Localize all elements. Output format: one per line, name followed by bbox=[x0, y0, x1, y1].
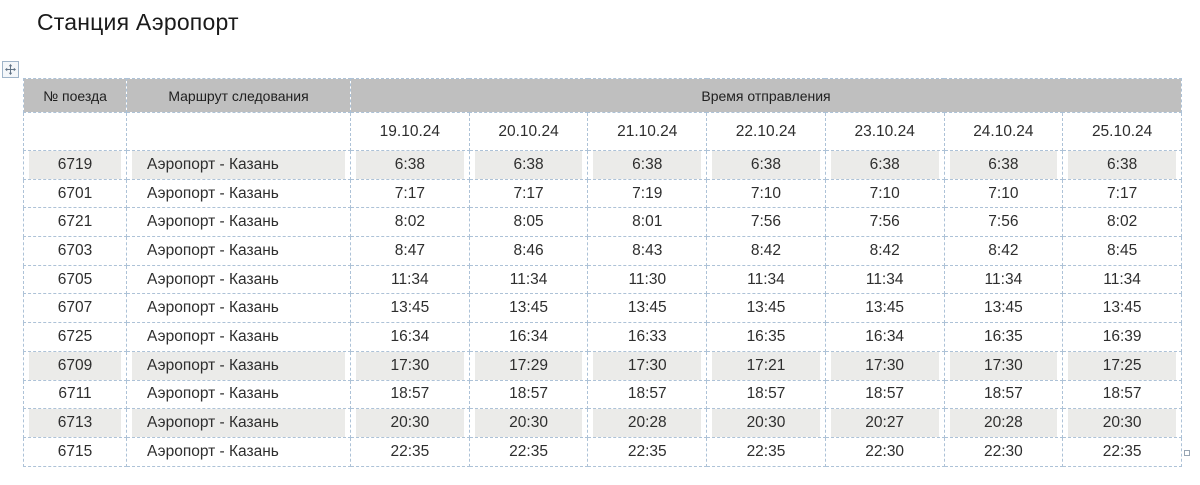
departure-time-cell[interactable] bbox=[351, 179, 470, 208]
departure-time-cell-label: 13:45 bbox=[1102, 299, 1142, 317]
departure-time-cell[interactable] bbox=[1063, 294, 1182, 323]
date-label: 20.10.24 bbox=[498, 122, 559, 140]
date-label: 22.10.24 bbox=[735, 122, 797, 140]
departure-time-cell[interactable] bbox=[588, 179, 707, 208]
train-number-cell-label: 6715 bbox=[57, 442, 93, 460]
date-header-cell[interactable] bbox=[469, 113, 588, 151]
dates-row bbox=[24, 113, 1182, 151]
date-header-cell[interactable] bbox=[1063, 113, 1182, 151]
departure-time-cell[interactable] bbox=[825, 409, 944, 438]
table-row bbox=[24, 151, 1182, 180]
departure-time-cell-label: 17:30 bbox=[356, 352, 464, 380]
departure-time-cell[interactable] bbox=[944, 151, 1063, 180]
departure-time-cell-label: 22:35 bbox=[509, 442, 548, 460]
departure-time-cell[interactable] bbox=[588, 351, 707, 380]
departure-time-cell-label: 18:57 bbox=[865, 385, 905, 403]
departure-time-cell[interactable] bbox=[469, 151, 588, 180]
departure-time-cell-label: 17:30 bbox=[831, 352, 939, 380]
departure-time-cell[interactable] bbox=[944, 294, 1063, 323]
route-cell-label: Аэропорт - Казань bbox=[132, 409, 345, 437]
departure-time-cell-label: 20:30 bbox=[356, 409, 464, 437]
date-header-cell[interactable] bbox=[351, 113, 470, 151]
table-row bbox=[24, 351, 1182, 380]
departure-time-cell-label: 20:30 bbox=[712, 409, 820, 437]
departure-time-cell-label: 17:25 bbox=[1068, 352, 1176, 380]
departure-time-cell[interactable] bbox=[351, 294, 470, 323]
departure-time-cell[interactable] bbox=[825, 380, 944, 409]
date-header-cell[interactable] bbox=[825, 113, 944, 151]
date-header-cell[interactable] bbox=[707, 113, 826, 151]
departure-time-cell-label: 8:43 bbox=[632, 241, 663, 259]
departure-time-cell-label: 17:30 bbox=[950, 352, 1058, 380]
departure-time-cell-label: 6:38 bbox=[356, 151, 464, 179]
departure-time-cell[interactable] bbox=[944, 237, 1063, 266]
route-cell[interactable] bbox=[127, 208, 351, 237]
route-cell-label: Аэропорт - Казань bbox=[147, 270, 279, 288]
departure-time-cell-label: 22:35 bbox=[746, 442, 786, 460]
departure-time-cell-label: 17:30 bbox=[593, 352, 701, 380]
departure-time-cell[interactable] bbox=[469, 208, 588, 237]
departure-time-cell-label: 6:38 bbox=[1068, 151, 1176, 179]
departure-time-cell[interactable] bbox=[351, 237, 470, 266]
route-cell-label: Аэропорт - Казань bbox=[147, 299, 279, 317]
departure-time-cell-label: 8:42 bbox=[869, 241, 900, 259]
route-cell-label: Аэропорт - Казань bbox=[147, 385, 279, 403]
departure-time-cell[interactable] bbox=[944, 351, 1063, 380]
date-header-cell[interactable] bbox=[588, 113, 707, 151]
departure-time-cell-label: 7:19 bbox=[632, 184, 663, 202]
table-row bbox=[24, 179, 1182, 208]
route-cell[interactable] bbox=[127, 323, 351, 352]
departure-time-cell-label: 18:57 bbox=[509, 385, 548, 403]
header-departure-time-cell[interactable]: Время отправления bbox=[351, 79, 1182, 113]
departure-time-cell[interactable] bbox=[944, 409, 1063, 438]
departure-time-cell-label: 8:02 bbox=[394, 213, 425, 231]
table-row bbox=[24, 208, 1182, 237]
departure-time-cell[interactable] bbox=[351, 265, 470, 294]
departure-time-cell-label: 8:45 bbox=[1107, 241, 1138, 259]
departure-time-cell-label: 20:27 bbox=[831, 409, 939, 437]
departure-time-cell[interactable] bbox=[469, 294, 588, 323]
date-label: 23.10.24 bbox=[854, 122, 915, 140]
departure-time-cell-label: 7:10 bbox=[750, 184, 782, 202]
departure-time-cell-label: 11:34 bbox=[984, 270, 1023, 288]
train-number-cell-label: 6719 bbox=[29, 151, 121, 179]
departure-time-cell[interactable] bbox=[707, 380, 826, 409]
train-number-cell-label: 6705 bbox=[57, 270, 93, 288]
departure-time-cell-label: 7:17 bbox=[1107, 184, 1138, 202]
departure-time-cell[interactable] bbox=[469, 237, 588, 266]
departure-time-cell[interactable] bbox=[825, 294, 944, 323]
train-number-cell[interactable] bbox=[24, 265, 127, 294]
departure-time-cell[interactable] bbox=[1063, 380, 1182, 409]
departure-time-cell[interactable] bbox=[588, 323, 707, 352]
departure-time-cell-label: 13:45 bbox=[865, 299, 905, 317]
departure-time-cell[interactable] bbox=[588, 294, 707, 323]
train-number-cell-label: 6707 bbox=[57, 299, 93, 317]
departure-time-cell-label: 8:02 bbox=[1107, 213, 1138, 231]
table-move-handle-icon[interactable] bbox=[2, 61, 19, 78]
route-cell-label: Аэропорт - Казань bbox=[132, 151, 345, 179]
route-cell-label: Аэропорт - Казань bbox=[147, 184, 279, 202]
departure-time-cell-label: 11:34 bbox=[747, 270, 785, 288]
departure-time-cell[interactable] bbox=[469, 265, 588, 294]
departure-time-cell[interactable] bbox=[351, 380, 470, 409]
departure-time-cell-label: 16:34 bbox=[509, 327, 548, 345]
route-cell[interactable] bbox=[127, 151, 351, 180]
departure-time-cell[interactable] bbox=[1063, 237, 1182, 266]
departure-time-cell-label: 18:57 bbox=[1102, 385, 1142, 403]
departure-time-cell-label: 11:34 bbox=[391, 270, 429, 288]
departure-time-cell[interactable] bbox=[707, 237, 826, 266]
departure-time-cell-label: 7:17 bbox=[513, 184, 544, 202]
departure-time-cell[interactable] bbox=[1063, 437, 1182, 466]
departure-time-cell[interactable] bbox=[707, 151, 826, 180]
train-number-cell[interactable] bbox=[24, 237, 127, 266]
table-row bbox=[24, 323, 1182, 352]
departure-time-cell[interactable] bbox=[707, 208, 826, 237]
route-cell[interactable] bbox=[127, 294, 351, 323]
train-number-cell-label: 6711 bbox=[58, 385, 92, 403]
departure-time-cell-label: 8:42 bbox=[988, 241, 1019, 259]
departure-time-cell-label: 18:57 bbox=[746, 385, 786, 403]
departure-time-cell[interactable] bbox=[351, 323, 470, 352]
departure-time-cell-label: 13:45 bbox=[509, 299, 548, 317]
header-route-cell[interactable]: Маршрут следования bbox=[127, 79, 351, 113]
departure-time-cell-label: 6:38 bbox=[950, 151, 1058, 179]
departure-time-cell[interactable] bbox=[944, 323, 1063, 352]
route-cell[interactable] bbox=[127, 237, 351, 266]
departure-time-cell[interactable] bbox=[588, 208, 707, 237]
departure-time-cell-label: 7:10 bbox=[869, 184, 900, 202]
table-resize-handle[interactable] bbox=[1184, 450, 1190, 456]
departure-time-cell-label: 16:39 bbox=[1102, 327, 1142, 345]
departure-time-cell[interactable] bbox=[469, 380, 588, 409]
departure-time-cell[interactable] bbox=[588, 437, 707, 466]
departure-time-cell[interactable] bbox=[825, 437, 944, 466]
train-number-cell[interactable] bbox=[24, 323, 127, 352]
departure-time-cell-label: 18:57 bbox=[983, 385, 1023, 403]
departure-time-cell-label: 20:30 bbox=[475, 409, 583, 437]
departure-time-cell-label: 16:33 bbox=[627, 327, 667, 345]
departure-time-cell-label: 7:10 bbox=[988, 184, 1019, 202]
departure-time-cell-label: 6:38 bbox=[712, 151, 820, 179]
departure-time-cell-label: 13:45 bbox=[983, 299, 1023, 317]
departure-time-cell-label: 8:47 bbox=[394, 241, 425, 259]
four-way-arrow-icon bbox=[5, 64, 16, 75]
train-number-cell[interactable] bbox=[24, 437, 127, 466]
departure-time-cell[interactable] bbox=[1063, 265, 1182, 294]
departure-time-cell[interactable] bbox=[351, 151, 470, 180]
train-number-cell-label: 6709 bbox=[29, 352, 121, 380]
departure-time-cell-label: 22:35 bbox=[627, 442, 667, 460]
departure-time-cell-label: 16:34 bbox=[390, 327, 430, 345]
route-cell-label: Аэропорт - Казань bbox=[147, 213, 279, 231]
train-number-cell-label: 6713 bbox=[29, 409, 121, 437]
departure-time-cell-label: 20:30 bbox=[1068, 409, 1176, 437]
route-cell-label: Аэропорт - Казань bbox=[147, 442, 279, 460]
departure-time-cell-label: 11:34 bbox=[865, 270, 904, 288]
table-header-row bbox=[24, 79, 1182, 113]
date-label: 24.10.24 bbox=[973, 122, 1034, 140]
date-header-cell[interactable] bbox=[944, 113, 1063, 151]
departure-time-cell-label: 6:38 bbox=[831, 151, 939, 179]
departure-time-cell[interactable] bbox=[1063, 151, 1182, 180]
departure-time-cell[interactable] bbox=[351, 208, 470, 237]
departure-time-cell-label: 6:38 bbox=[593, 151, 701, 179]
table-row bbox=[24, 237, 1182, 266]
empty-cell[interactable] bbox=[24, 113, 127, 151]
departure-time-cell[interactable] bbox=[707, 351, 826, 380]
departure-time-cell-label: 11:34 bbox=[1103, 270, 1141, 288]
departure-time-cell[interactable] bbox=[944, 437, 1063, 466]
date-label: 21.10.24 bbox=[617, 122, 678, 140]
departure-time-cell-label: 16:34 bbox=[865, 327, 905, 345]
departure-time-cell-label: 22:30 bbox=[865, 442, 905, 460]
departure-time-cell-label: 6:38 bbox=[475, 151, 583, 179]
date-label: 25.10.24 bbox=[1091, 122, 1153, 140]
departure-time-cell-label: 7:56 bbox=[988, 213, 1019, 231]
train-number-cell-label: 6721 bbox=[57, 213, 93, 231]
departure-time-cell[interactable] bbox=[469, 179, 588, 208]
departure-time-cell[interactable] bbox=[469, 323, 588, 352]
departure-time-cell-label: 8:05 bbox=[513, 213, 544, 231]
empty-cell[interactable] bbox=[127, 113, 351, 151]
departure-time-cell-label: 18:57 bbox=[627, 385, 667, 403]
departure-time-cell-label: 22:30 bbox=[983, 442, 1023, 460]
departure-time-cell[interactable] bbox=[825, 208, 944, 237]
table-row bbox=[24, 437, 1182, 466]
departure-time-cell[interactable] bbox=[1063, 323, 1182, 352]
departure-time-cell-label: 11:34 bbox=[509, 270, 548, 288]
departure-time-cell[interactable] bbox=[351, 437, 470, 466]
departure-time-cell[interactable] bbox=[825, 323, 944, 352]
departure-time-cell[interactable] bbox=[469, 351, 588, 380]
route-cell[interactable] bbox=[127, 179, 351, 208]
departure-time-cell-label: 22:35 bbox=[1102, 442, 1142, 460]
route-cell-label: Аэропорт - Казань bbox=[132, 352, 345, 380]
train-number-cell-label: 6703 bbox=[57, 241, 93, 259]
departure-time-cell[interactable] bbox=[588, 265, 707, 294]
route-cell-label: Аэропорт - Казань bbox=[147, 241, 279, 259]
route-cell[interactable] bbox=[127, 380, 351, 409]
departure-time-cell-label: 13:45 bbox=[627, 299, 667, 317]
departure-time-cell[interactable] bbox=[707, 179, 826, 208]
departure-time-cell[interactable] bbox=[351, 351, 470, 380]
train-number-cell[interactable] bbox=[24, 409, 127, 438]
departure-time-cell[interactable] bbox=[707, 323, 826, 352]
departure-time-cell[interactable] bbox=[588, 237, 707, 266]
departure-time-cell[interactable] bbox=[944, 265, 1063, 294]
departure-time-cell[interactable] bbox=[469, 409, 588, 438]
departure-time-cell-label: 22:35 bbox=[390, 442, 430, 460]
train-number-cell-label: 6725 bbox=[57, 327, 93, 345]
departure-time-cell[interactable] bbox=[707, 265, 826, 294]
departure-time-cell-label: 17:21 bbox=[712, 352, 820, 380]
departure-time-cell[interactable] bbox=[1063, 409, 1182, 438]
departure-time-cell-label: 16:35 bbox=[746, 327, 786, 345]
train-schedule-table bbox=[23, 78, 1182, 467]
departure-time-cell[interactable] bbox=[1063, 208, 1182, 237]
departure-time-cell[interactable] bbox=[1063, 179, 1182, 208]
departure-time-cell[interactable] bbox=[944, 208, 1063, 237]
departure-time-cell[interactable] bbox=[588, 409, 707, 438]
departure-time-cell[interactable] bbox=[825, 151, 944, 180]
page-title[interactable]: Станция Аэропорт bbox=[37, 9, 239, 35]
departure-time-cell-label: 11:30 bbox=[628, 270, 667, 288]
train-number-cell[interactable] bbox=[24, 294, 127, 323]
departure-time-cell[interactable] bbox=[351, 409, 470, 438]
departure-time-cell[interactable] bbox=[825, 237, 944, 266]
departure-time-cell-label: 7:56 bbox=[869, 213, 900, 231]
train-number-cell[interactable] bbox=[24, 151, 127, 180]
departure-time-cell[interactable] bbox=[944, 380, 1063, 409]
departure-time-cell[interactable] bbox=[944, 179, 1063, 208]
departure-time-cell-label: 17:29 bbox=[475, 352, 583, 380]
train-number-cell[interactable] bbox=[24, 351, 127, 380]
train-number-cell-label: 6701 bbox=[57, 184, 93, 202]
departure-time-cell-label: 20:28 bbox=[593, 409, 701, 437]
train-number-cell[interactable] bbox=[24, 208, 127, 237]
route-cell[interactable] bbox=[127, 265, 351, 294]
train-number-cell[interactable] bbox=[24, 380, 127, 409]
departure-time-cell-label: 8:42 bbox=[750, 241, 782, 259]
departure-time-cell[interactable] bbox=[588, 151, 707, 180]
date-label: 19.10.24 bbox=[379, 122, 441, 140]
train-number-cell[interactable] bbox=[24, 179, 127, 208]
table-row bbox=[24, 294, 1182, 323]
departure-time-cell[interactable] bbox=[825, 351, 944, 380]
departure-time-cell[interactable] bbox=[707, 437, 826, 466]
header-train-number-cell[interactable]: № поезда bbox=[24, 79, 127, 113]
departure-time-cell[interactable] bbox=[825, 265, 944, 294]
departure-time-cell-label: 18:57 bbox=[390, 385, 430, 403]
departure-time-cell-label: 7:17 bbox=[394, 184, 425, 202]
route-cell[interactable] bbox=[127, 351, 351, 380]
departure-time-cell[interactable] bbox=[707, 409, 826, 438]
departure-time-cell-label: 16:35 bbox=[983, 327, 1023, 345]
route-cell[interactable] bbox=[127, 437, 351, 466]
departure-time-cell-label: 20:28 bbox=[950, 409, 1058, 437]
departure-time-cell[interactable] bbox=[825, 179, 944, 208]
route-cell[interactable] bbox=[127, 409, 351, 438]
departure-time-cell-label: 8:46 bbox=[513, 241, 544, 259]
departure-time-cell[interactable] bbox=[707, 294, 826, 323]
table-row bbox=[24, 265, 1182, 294]
departure-time-cell-label: 13:45 bbox=[390, 299, 430, 317]
table-row bbox=[24, 380, 1182, 409]
departure-time-cell[interactable] bbox=[469, 437, 588, 466]
departure-time-cell[interactable] bbox=[1063, 351, 1182, 380]
departure-time-cell-label: 8:01 bbox=[632, 213, 663, 231]
departure-time-cell-label: 7:56 bbox=[750, 213, 782, 231]
departure-time-cell-label: 13:45 bbox=[746, 299, 786, 317]
route-cell-label: Аэропорт - Казань bbox=[147, 327, 279, 345]
table-row bbox=[24, 409, 1182, 438]
departure-time-cell[interactable] bbox=[588, 380, 707, 409]
